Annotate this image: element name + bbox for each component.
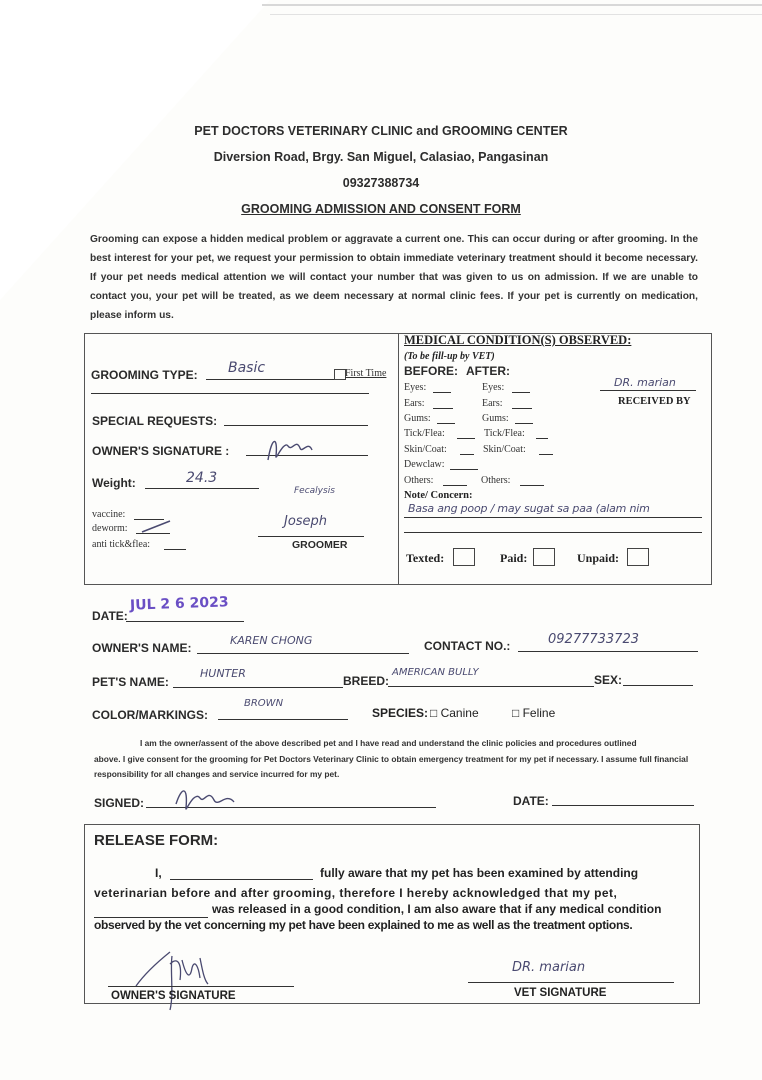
release-vet-signature-line — [468, 982, 674, 983]
clinic-address: Diversion Road, Brgy. San Miguel, Calasiao, Pangasinan — [213, 150, 549, 164]
after-ears-line — [512, 408, 532, 409]
weight-line — [145, 488, 259, 489]
release-text-2: veterinarian before and after grooming, therefore I hereby acknowledged that my pet, — [94, 886, 618, 900]
feline-option[interactable] — [512, 706, 555, 720]
after-eyes-line — [512, 392, 530, 393]
owner-name-label: OWNER'S NAME: — [92, 641, 192, 655]
form-title: GROOMING ADMISSION AND CONSENT FORM — [241, 202, 521, 216]
sex-label: SEX: — [594, 673, 623, 687]
sex-line — [623, 685, 693, 686]
received-by-name[interactable]: DR. marian — [614, 376, 676, 389]
after-others: Others: — [481, 475, 511, 486]
species-label: SPECIES: — [372, 706, 429, 720]
release-owner-signature-line — [108, 986, 294, 987]
release-vet-name[interactable]: DR. marian — [512, 960, 586, 975]
medical-conditions-title: MEDICAL CONDITION(S) OBSERVED: — [404, 333, 632, 347]
before-dewclaw-line — [450, 469, 478, 470]
before-gums: Gums: — [404, 413, 431, 424]
deworm-check-mark — [140, 518, 174, 534]
release-vet-signature-label: VET SIGNATURE — [514, 987, 607, 999]
grooming-type-value[interactable]: Basic — [228, 360, 266, 376]
consent-date-label: DATE: — [513, 794, 549, 808]
before-tick-line — [457, 438, 475, 439]
before-skin-line — [460, 454, 474, 455]
owner-name-value[interactable]: KAREN CHONG — [230, 634, 313, 647]
after-ears: Ears: — [482, 398, 503, 409]
signed-label: SIGNED: — [94, 796, 145, 810]
consent-text-rest: above. I give consent for the grooming for Pet Doctors Veterinary Clinic to obtain emergency treatment for my pet if necessary. I assume full financial responsibility for all changes and service incurred for my pet. — [94, 754, 689, 779]
intro-paragraph: Grooming can expose a hidden medical problem or aggravate a current one. This can occur during or after grooming. In the best interest for your pet, we request your permission to obtain immediate veterinary treatment should it become necessary. If your pet needs medical attention we will contact your number that was given to us on admission. If we are unable to contact you, your pet will be treated, as we deem necessary at normal clinic fees. If your pet is currently on medication, please inform us. — [90, 234, 698, 321]
before-others: Others: — [404, 475, 434, 486]
paid-checkbox[interactable] — [533, 548, 555, 566]
canine-label: Canine — [440, 706, 479, 720]
canine-checkbox-icon: □ — [430, 706, 441, 720]
breed-label: BREED: — [343, 674, 390, 688]
contact-label: CONTACT NO.: — [424, 639, 511, 653]
before-tick-flea: Tick/Flea: — [404, 428, 445, 439]
contact-line — [518, 651, 698, 652]
special-requests-label: SPECIAL REQUESTS: — [92, 414, 218, 428]
color-line — [218, 719, 348, 720]
after-skin-coat: Skin/Coat: — [483, 444, 526, 455]
unpaid-checkbox[interactable] — [627, 548, 649, 566]
pet-name-value[interactable]: HUNTER — [200, 667, 246, 680]
after-eyes: Eyes: — [482, 382, 505, 393]
groomer-name[interactable]: Joseph — [284, 514, 328, 529]
owner-signature-scribble[interactable] — [262, 432, 322, 466]
after-skin-line — [539, 454, 553, 455]
before-others-line — [443, 485, 467, 486]
deworm-label: deworm: — [92, 523, 128, 534]
page-edge-2 — [270, 14, 762, 15]
feline-label: Feline — [522, 706, 556, 720]
owner-name-line — [197, 653, 409, 654]
release-form-title: RELEASE FORM: — [94, 832, 219, 849]
contact-value[interactable]: 09277733723 — [548, 632, 639, 647]
breed-value[interactable]: AMERICAN BULLY — [392, 667, 479, 678]
weight-label: Weight: — [92, 476, 136, 490]
clinic-phone: 09327388734 — [342, 176, 420, 190]
before-dewclaw: Dewclaw: — [404, 459, 445, 470]
groomer-line — [258, 536, 364, 537]
special-requests-line — [224, 425, 368, 426]
release-owner-signature[interactable] — [130, 950, 220, 1012]
paid-label: Paid: — [500, 551, 528, 565]
pet-name-label: PET'S NAME: — [92, 675, 169, 689]
after-gums: Gums: — [482, 413, 509, 424]
owner-consent-signature[interactable] — [170, 782, 250, 816]
release-text-3: was released in a good condition, I am also aware that if any medical condition — [212, 902, 662, 916]
feline-checkbox-icon: □ — [512, 706, 523, 720]
box-divider — [398, 333, 399, 585]
groomer-label: GROOMER — [292, 539, 348, 551]
release-name-line — [170, 879, 313, 880]
consent-date-line — [552, 805, 694, 806]
weight-note: Fecalysis — [294, 486, 335, 496]
color-label: COLOR/MARKINGS: — [92, 708, 208, 722]
after-gums-line — [515, 423, 533, 424]
texted-label: Texted: — [406, 551, 445, 565]
note-label: Note/ Concern: — [404, 490, 473, 501]
clinic-name: PET DOCTORS VETERINARY CLINIC and GROOMING CENTER — [194, 124, 568, 138]
before-ears: Ears: — [404, 398, 425, 409]
canine-option[interactable] — [430, 706, 479, 720]
note-value[interactable]: Basa ang poop / may sugat sa paa (alam nim — [408, 502, 650, 515]
grooming-type-line-2 — [91, 393, 369, 394]
received-by-line — [600, 390, 696, 391]
owner-signature-label: OWNER'S SIGNATURE : — [92, 444, 230, 458]
weight-value[interactable]: 24.3 — [186, 470, 218, 486]
before-ears-line — [433, 408, 453, 409]
texted-checkbox[interactable] — [453, 548, 475, 566]
before-eyes-line — [433, 392, 451, 393]
note-line-2 — [404, 532, 702, 533]
grooming-type-label: GROOMING TYPE: — [91, 368, 198, 382]
consent-text-first: I am the owner/assent of the above described pet and I have read and understand the clinic policies and procedures outlined — [140, 738, 637, 748]
after-label: AFTER: — [466, 364, 510, 378]
vaccine-label: vaccine: — [92, 509, 126, 520]
before-skin-coat: Skin/Coat: — [404, 444, 447, 455]
date-stamp[interactable]: JUL 2 6 2023 — [129, 594, 229, 614]
grooming-type-line — [206, 379, 334, 380]
date-line — [126, 621, 244, 622]
first-time-label: First Time — [345, 368, 387, 379]
after-tick-line — [536, 438, 548, 439]
pet-name-line — [173, 687, 343, 688]
unpaid-label: Unpaid: — [577, 551, 620, 565]
medical-conditions-subtitle: (To be fill-up by VET) — [404, 351, 495, 362]
page-edge — [262, 4, 762, 6]
release-owner-signature-label: OWNER'S SIGNATURE — [111, 990, 236, 1002]
before-gums-line — [437, 423, 455, 424]
release-text-4: observed by the vet concerning my pet have been explained to me as well as the treatment options. — [94, 918, 633, 932]
received-by-label: RECEIVED BY — [618, 396, 691, 407]
after-tick-flea: Tick/Flea: — [484, 428, 525, 439]
after-others-line — [520, 485, 544, 486]
note-line-1 — [404, 517, 702, 518]
before-label: BEFORE: — [404, 364, 458, 378]
color-value[interactable]: BROWN — [244, 698, 284, 709]
breed-line — [388, 686, 594, 687]
release-pronoun: I, — [155, 866, 162, 880]
date-label: DATE: — [92, 609, 128, 623]
before-eyes: Eyes: — [404, 382, 427, 393]
anti-tick-label: anti tick&flea: — [92, 539, 151, 550]
anti-tick-line — [164, 549, 186, 550]
release-text-1: fully aware that my pet has been examined by attending — [320, 866, 639, 880]
